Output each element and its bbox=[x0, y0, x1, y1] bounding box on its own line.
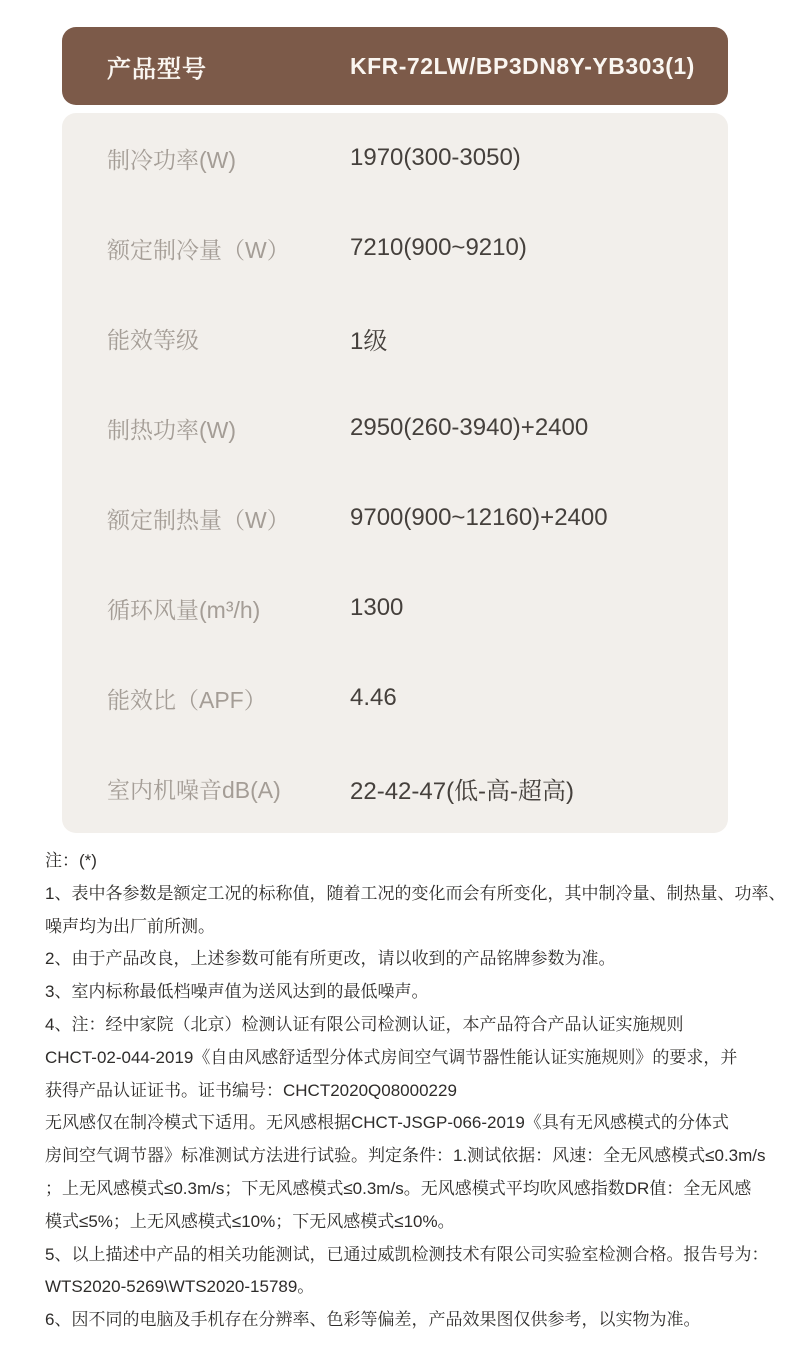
footnote-line: 5、以上描述中产品的相关功能测试，已通过威凯检测技术有限公司实验室检测合格。报告号为： bbox=[45, 1244, 769, 1264]
footnote-line: 注：(*) bbox=[45, 851, 97, 870]
footnote-line: CHCT-02-044-2019《自由风感舒适型分体式房间空气调节器性能认证实施规则》的要求，并 bbox=[45, 1047, 738, 1067]
product-model-header bbox=[62, 27, 728, 105]
spec-label: 能效等级 bbox=[107, 326, 199, 353]
product-model-value: KFR-72LW/BP3DN8Y-YB303(1) bbox=[350, 52, 695, 79]
footnote-line: 无风感仅在制冷模式下适用。无风感根据CHCT-JSGP-066-2019《具有无风感模式的分体式 bbox=[45, 1113, 729, 1133]
spec-row-apf bbox=[107, 653, 728, 743]
spec-row-rated-heating-capacity bbox=[107, 473, 728, 563]
footnotes bbox=[45, 845, 786, 1337]
footnote-line: 1、表中各参数是额定工况的标称值，随着工况的变化而会有所变化，其中制冷量、制热量、功率、 bbox=[45, 883, 786, 903]
spec-label: 制冷功率(W) bbox=[107, 146, 237, 173]
spec-value: 1300 bbox=[350, 594, 404, 621]
spec-label: 能效比（APF） bbox=[107, 686, 267, 713]
footnote-line: 6、因不同的电脑及手机存在分辨率、色彩等偏差，产品效果图仅供参考，以实物为准。 bbox=[45, 1310, 701, 1330]
spec-label: 制热功率(W) bbox=[107, 416, 237, 443]
spec-value: 4.46 bbox=[350, 684, 397, 711]
footnote-line: 获得产品认证证书。证书编号：CHCT2020Q08000229 bbox=[45, 1080, 457, 1100]
spec-value: 7210(900~9210) bbox=[350, 234, 527, 261]
footnote-line: 房间空气调节器》标准测试方法进行试验。判定条件：1.测试依据：风速：全无风感模式≤0.3m/s bbox=[45, 1146, 766, 1166]
spec-row-energy-grade bbox=[107, 293, 728, 383]
spec-row-air-circulation bbox=[107, 563, 728, 653]
spec-value: 1970(300-3050) bbox=[350, 144, 521, 171]
spec-value: 22-42-47(低-高-超高) bbox=[350, 777, 575, 805]
spec-table bbox=[62, 113, 728, 833]
spec-value: 2950(260-3940)+2400 bbox=[350, 414, 589, 441]
footnote-line: ；上无风感模式≤0.3m/s；下无风感模式≤0.3m/s。无风感模式平均吹风感指数DR值：全无风感 bbox=[45, 1178, 752, 1198]
footnote-line: 3、室内标称最低档噪声值为送风达到的最低噪声。 bbox=[45, 982, 429, 1002]
product-model-label: 产品型号 bbox=[107, 55, 207, 83]
spec-label: 额定制热量（W） bbox=[107, 506, 290, 533]
spec-value: 1级 bbox=[350, 327, 388, 355]
footnote-line: 噪声均为出厂前所测。 bbox=[45, 916, 215, 936]
spec-label: 室内机噪音dB(A) bbox=[107, 776, 281, 803]
spec-row-rated-cooling-capacity bbox=[107, 203, 728, 293]
spec-value: 9700(900~12160)+2400 bbox=[350, 504, 608, 531]
spec-row-cooling-power bbox=[107, 113, 728, 203]
footnote-line: 模式≤5%；上无风感模式≤10%；下无风感模式≤10%。 bbox=[45, 1211, 455, 1231]
footnote-line: 4、注：经中家院（北京）检测认证有限公司检测认证，本产品符合产品认证实施规则 bbox=[45, 1014, 684, 1034]
spec-row-indoor-noise bbox=[107, 743, 728, 833]
footnote-line: WTS2020-5269\WTS2020-15789。 bbox=[45, 1277, 315, 1297]
spec-label: 额定制冷量（W） bbox=[107, 236, 290, 263]
spec-label: 循环风量(m³/h) bbox=[107, 596, 261, 623]
spec-row-heating-power bbox=[107, 383, 728, 473]
footnote-line: 2、由于产品改良，上述参数可能有所更改，请以收到的产品铭牌参数为准。 bbox=[45, 949, 616, 969]
